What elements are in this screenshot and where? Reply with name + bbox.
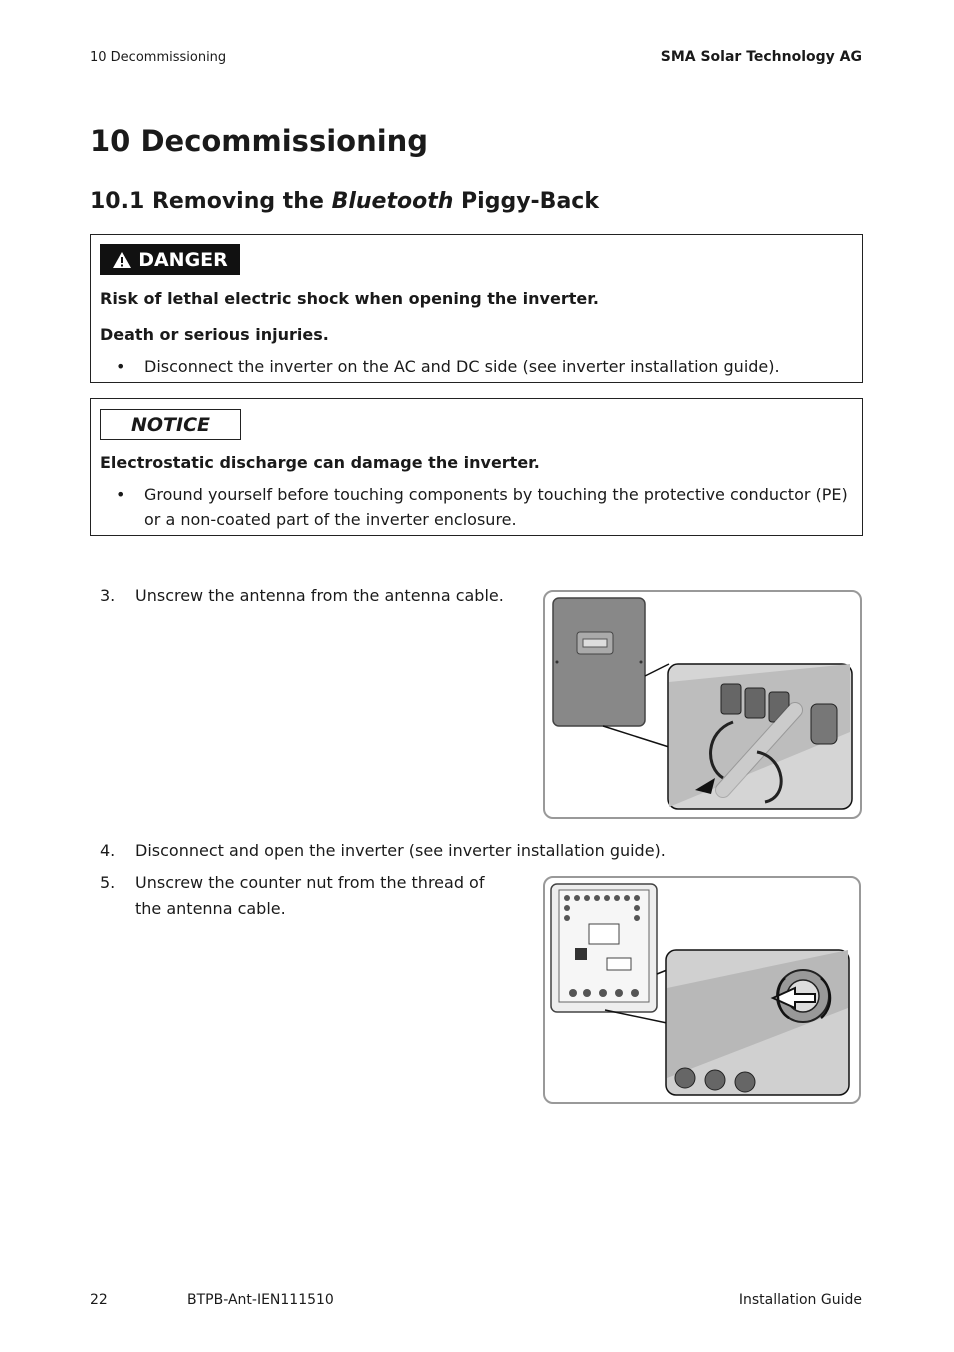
section-title-prefix: 10.1 Removing the	[90, 189, 332, 214]
danger-line-2: Death or serious injuries.	[100, 325, 329, 344]
step-5-text: Unscrew the counter nut from the thread of the antenna cable.	[135, 873, 485, 918]
step-3-text: Unscrew the antenna from the antenna cable.	[135, 586, 504, 605]
danger-line-1: Risk of lethal electric shock when opening the inverter.	[100, 289, 599, 308]
section-title-suffix: Piggy-Back	[453, 189, 599, 214]
running-header-section: 10 Decommissioning	[90, 50, 227, 65]
page-number: 22	[90, 1292, 108, 1308]
step-4-text: Disconnect and open the inverter (see inverter installation guide).	[135, 841, 666, 860]
running-header-company: SMA Solar Technology AG	[660, 49, 862, 65]
inverter-antenna-illustration	[545, 592, 860, 817]
danger-bullet-text: Disconnect the inverter on the AC and DC side (see inverter installation guide).	[144, 357, 780, 376]
notice-label: NOTICE	[100, 409, 241, 440]
danger-label	[100, 244, 240, 275]
inverter-open-illustration	[545, 878, 859, 1102]
document-id: BTPB-Ant-IEN111510	[187, 1292, 334, 1308]
figure-unscrew-counter-nut	[543, 876, 861, 1104]
figure-unscrew-antenna	[543, 590, 862, 819]
danger-label-text: DANGER	[138, 248, 228, 271]
step-5-number: 5.	[100, 873, 116, 892]
notice-bullet-text: Ground yourself before touching components by touching the protective conductor (PE) or a non-coated part of the inverter enclosure.	[144, 485, 848, 529]
step-3-number: 3.	[100, 586, 116, 605]
step-4-number: 4.	[100, 841, 116, 860]
section-title	[90, 189, 599, 214]
warning-triangle-icon	[112, 251, 132, 269]
bullet-dot: •	[116, 485, 126, 504]
bullet-dot: •	[116, 357, 126, 376]
document-type: Installation Guide	[738, 1292, 862, 1308]
danger-box	[90, 234, 863, 383]
chapter-title: 10 Decommissioning	[90, 124, 429, 158]
notice-line-1: Electrostatic discharge can damage the inverter.	[100, 453, 540, 472]
notice-box	[90, 398, 863, 536]
section-title-italic: Bluetooth	[331, 189, 454, 214]
